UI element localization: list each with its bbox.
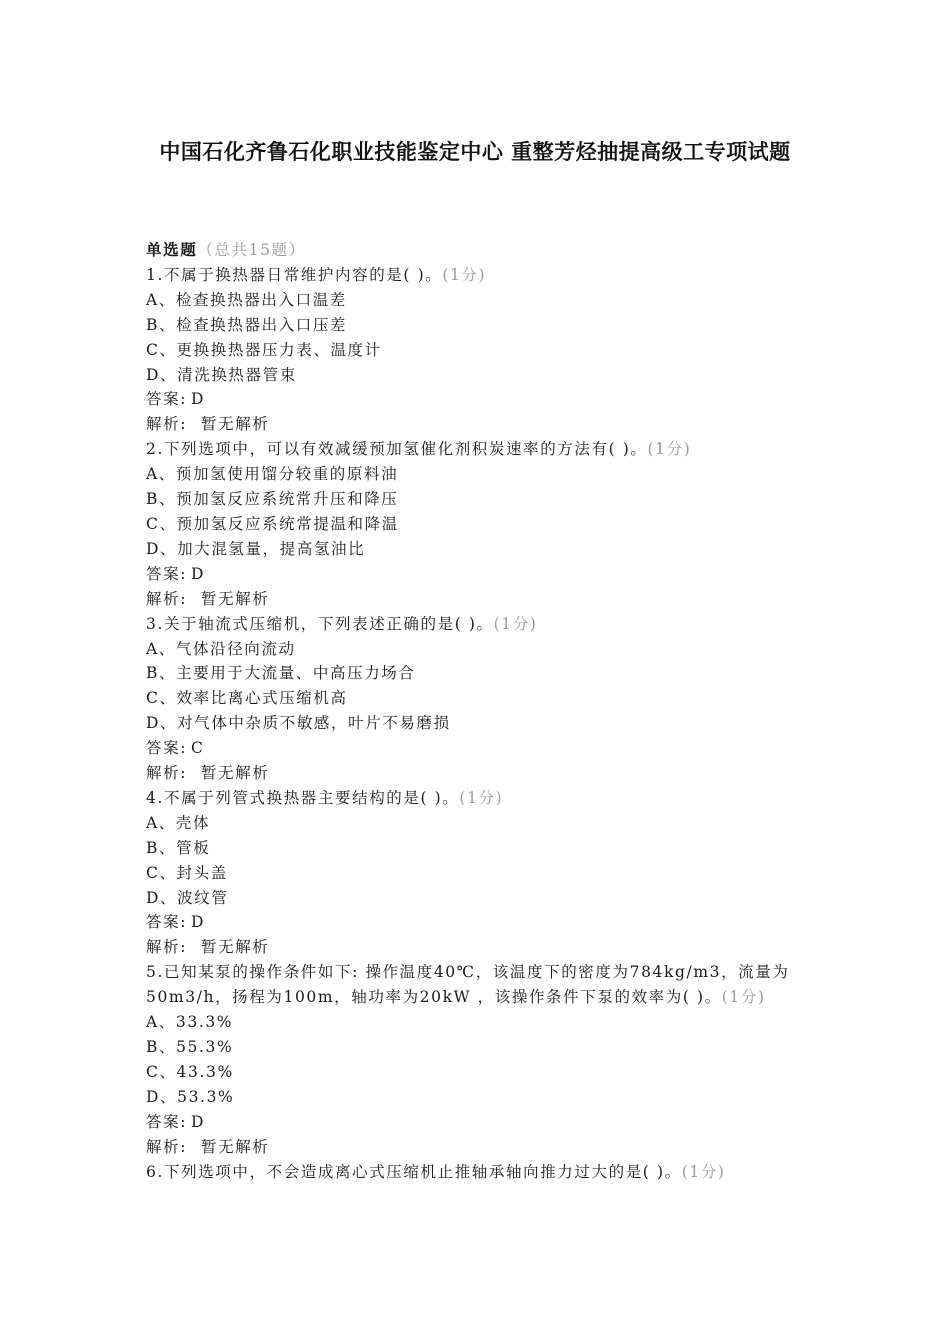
- option-a: A、33.3%: [146, 1013, 234, 1032]
- option-d: D、波纹管: [146, 888, 229, 907]
- option-a: A、检查换热器出入口温差: [146, 290, 347, 309]
- question-text: 5.已知某泵的操作条件如下: 操作温度40℃，该温度下的密度为784kg/m3，流量为50m3/h，扬程为100m，轴功率为20kW ，该操作条件下泵的效率为( )。: [146, 963, 790, 1007]
- question-stem: [146, 960, 806, 1010]
- question-text: 3.关于轴流式压缩机，下列表述正确的是( )。: [146, 614, 494, 633]
- explanation-label: 解析:: [146, 415, 188, 434]
- question-stem: [146, 437, 806, 462]
- question-points: (1分): [493, 614, 538, 633]
- option-a: A、预加氢使用馏分较重的原料油: [146, 465, 399, 484]
- answer-line: [146, 387, 806, 412]
- question-points: (1分): [459, 788, 504, 807]
- option-d: D、加大混氢量，提高氢油比: [146, 539, 366, 558]
- option-d: D、53.3%: [146, 1087, 235, 1106]
- answer-line: [146, 910, 806, 935]
- question-points: (1分): [721, 988, 766, 1007]
- question-text: 6.下列选项中，不会造成离心式压缩机止推轴承轴向推力过大的是( )。: [146, 1162, 682, 1181]
- option-b: B、预加氢反应系统常升压和降压: [146, 490, 399, 509]
- explanation-value: 暂无解析: [201, 415, 270, 434]
- explanation-value: 暂无解析: [201, 938, 270, 957]
- explanation-line: [146, 412, 806, 437]
- option-d: D、对气体中杂质不敏感，叶片不易磨损: [146, 714, 451, 733]
- section-label: 单选题: [146, 240, 198, 259]
- answer-label: 答案:: [146, 913, 188, 932]
- option-c: C、预加氢反应系统常提温和降温: [146, 514, 399, 533]
- answer-line: [146, 562, 806, 587]
- question-stem: [146, 612, 806, 637]
- explanation-line: [146, 1135, 806, 1160]
- question-stem: [146, 263, 806, 288]
- explanation-line: [146, 935, 806, 960]
- explanation-value: 暂无解析: [201, 589, 270, 608]
- question-text: 4.不属于列管式换热器主要结构的是( )。: [146, 788, 460, 807]
- answer-value: D: [191, 564, 206, 583]
- question-list: [146, 238, 806, 1184]
- option-a: A、壳体: [146, 813, 211, 832]
- question-points: (1分): [442, 265, 487, 284]
- option-b: B、主要用于大流量、中高压力场合: [146, 664, 416, 683]
- question-points: (1分): [647, 440, 692, 459]
- explanation-value: 暂无解析: [201, 764, 270, 783]
- question-2: [146, 437, 806, 611]
- question-6: [146, 1160, 806, 1185]
- document-title: 中国石化齐鲁石化职业技能鉴定中心 重整芳烃抽提高级工专项试题: [159, 139, 791, 164]
- explanation-label: 解析:: [146, 1137, 188, 1156]
- option-b: B、55.3%: [146, 1038, 234, 1056]
- option-c: C、43.3%: [146, 1062, 234, 1081]
- question-4: [146, 786, 806, 960]
- answer-label: 答案:: [146, 564, 188, 583]
- option-b: B、管板: [146, 838, 211, 857]
- answer-value: D: [191, 1112, 206, 1131]
- explanation-label: 解析:: [146, 764, 188, 783]
- option-c: C、封头盖: [146, 863, 228, 882]
- answer-label: 答案:: [146, 739, 188, 758]
- answer-value: C: [191, 739, 205, 758]
- question-stem: [146, 1160, 806, 1185]
- question-1: [146, 263, 806, 437]
- explanation-line: [146, 587, 806, 612]
- option-a: A、气体沿径向流动: [146, 639, 296, 658]
- question-text: 1.不属于换热器日常维护内容的是( )。: [146, 265, 443, 284]
- explanation-label: 解析:: [146, 938, 188, 957]
- answer-line: [146, 736, 806, 761]
- explanation-line: [146, 761, 806, 786]
- question-points: (1分): [681, 1162, 726, 1181]
- answer-label: 答案:: [146, 390, 188, 409]
- option-c: C、更换换热器压力表、温度计: [146, 340, 382, 359]
- section-count: （总共15题）: [197, 241, 306, 259]
- option-d: D、清洗换热器管束: [146, 365, 297, 384]
- explanation-value: 暂无解析: [201, 1137, 270, 1156]
- question-text: 2.下列选项中，可以有效减缓预加氢催化剂积炭速率的方法有( )。: [146, 440, 648, 459]
- explanation-label: 解析:: [146, 589, 188, 608]
- answer-value: D: [191, 913, 206, 932]
- option-b: B、检查换热器出入口压差: [146, 315, 348, 334]
- question-5: [146, 960, 806, 1159]
- option-c: C、效率比离心式压缩机高: [146, 689, 348, 708]
- question-stem: [146, 786, 806, 811]
- answer-label: 答案:: [146, 1112, 188, 1131]
- answer-value: D: [191, 390, 206, 409]
- answer-line: [146, 1110, 806, 1135]
- section-header: [146, 238, 806, 263]
- question-3: [146, 612, 806, 786]
